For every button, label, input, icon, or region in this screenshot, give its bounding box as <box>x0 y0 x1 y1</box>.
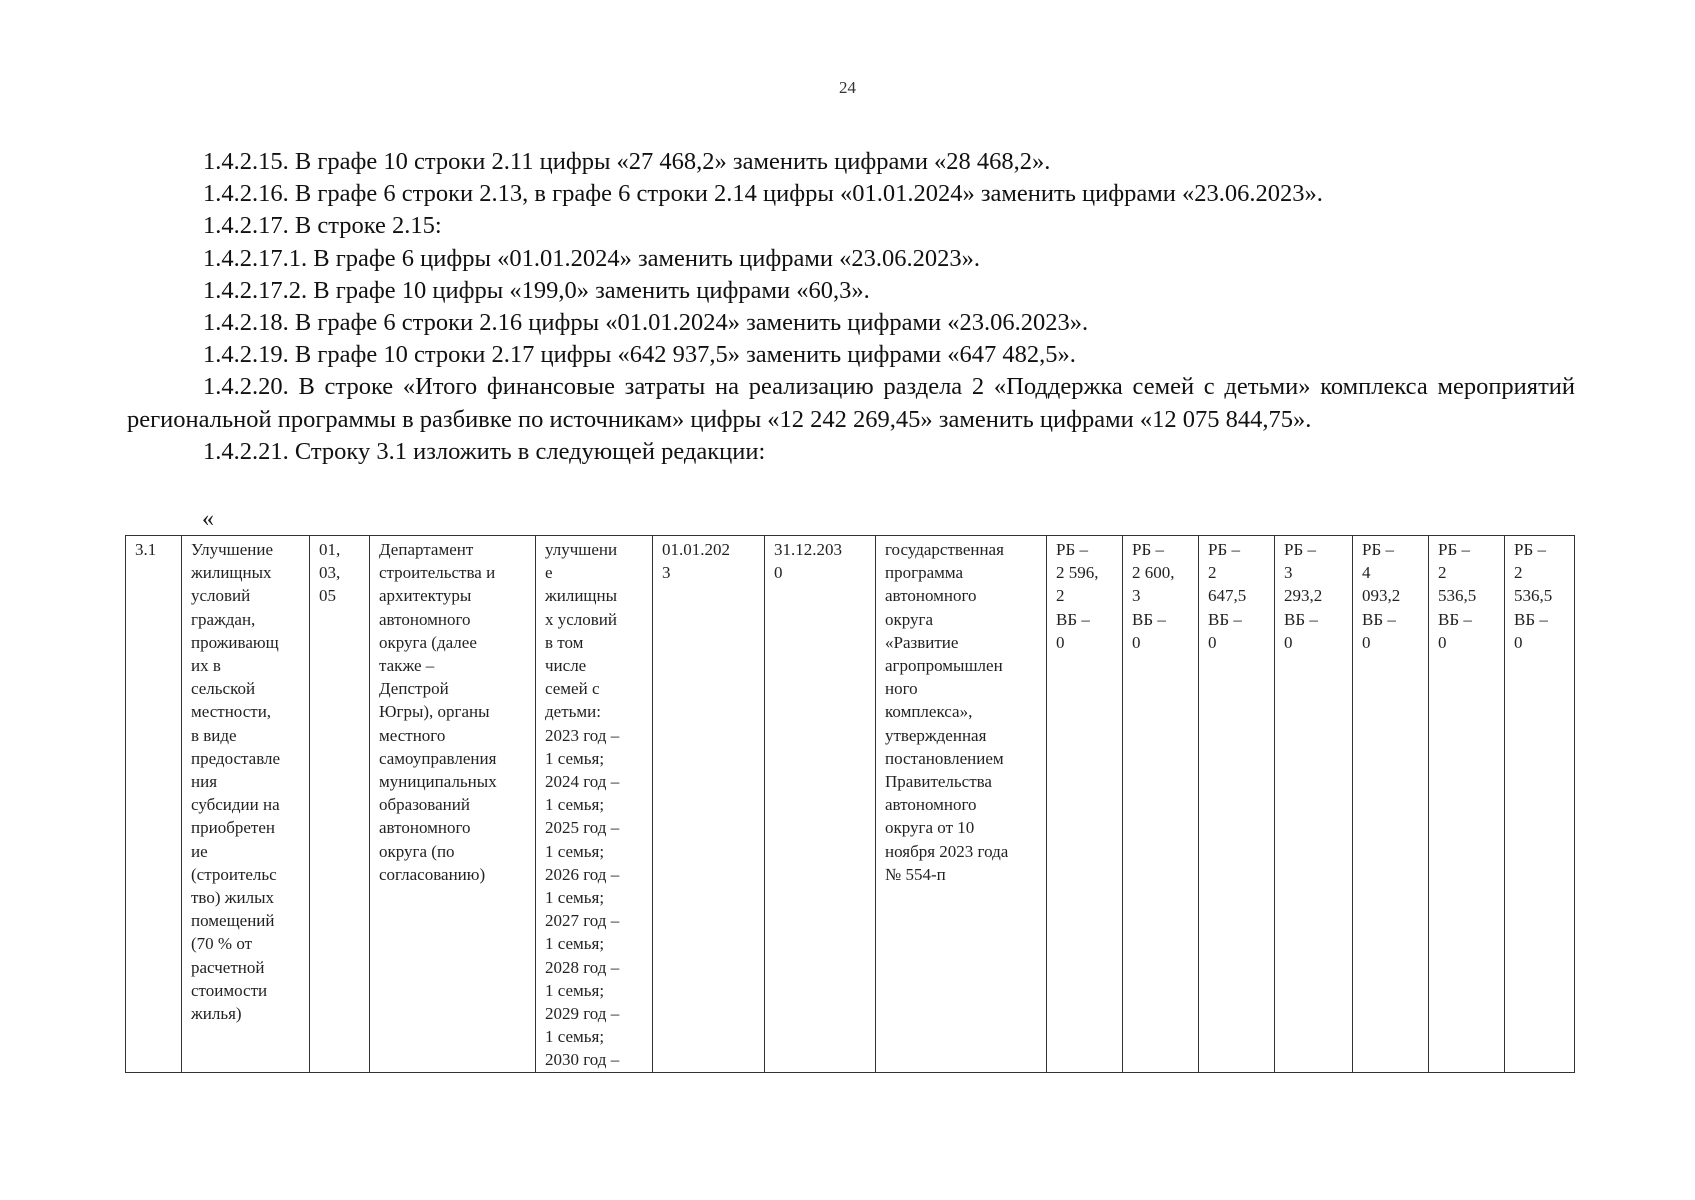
paragraph-1-4-2-17-2: 1.4.2.17.2. В графе 10 цифры «199,0» заменить цифрами «60,3». <box>203 276 870 304</box>
paragraph-1-4-2-17: 1.4.2.17. В строке 2.15: <box>203 212 442 240</box>
paragraph-1-4-2-21: 1.4.2.21. Строку 3.1 изложить в следующей редакции: <box>203 437 766 465</box>
funding-cell: РБ – 4 093,2 ВБ – 0 <box>1353 536 1429 1073</box>
row-number-cell: 3.1 <box>126 536 182 1073</box>
result-cell: улучшени е жилищны х условий в том числе семей с детьми: 2023 год – 1 семья; 2024 год – 1 семья; 2025 год – 1 семья; 2026 год – 1 семья; 2027 год – 1 семья; 2028 год – 1 семья; 2029 год – 1 семья; 2030 год – <box>536 536 653 1073</box>
paragraph-1-4-2-16: 1.4.2.16. В графе 6 строки 2.13, в графе 6 строки 2.14 цифры «01.01.2024» заменить цифрами «23.06.2023». <box>203 180 1323 208</box>
amendment-text <box>127 146 1575 468</box>
program-table <box>125 535 1575 1073</box>
measure-name-cell: Улучшение жилищных условий граждан, проживающ их в сельской местности, в виде предоставле ния субсидии на приобретен ие (строительс тво) жилых помещений (70 % от расчетной стоимости жилья) <box>182 536 310 1073</box>
funding-cell: РБ – 2 536,5 ВБ – 0 <box>1505 536 1575 1073</box>
executor-cell: Департамент строительства и архитектуры автономного округа (далее также – Депстрой Югры), органы местного самоуправления муниципальных образований автономного округа (по согласованию) <box>370 536 536 1073</box>
funding-cell: РБ – 2 596, 2 ВБ – 0 <box>1047 536 1123 1073</box>
end-date-cell: 31.12.203 0 <box>765 536 876 1073</box>
paragraph-1-4-2-19: 1.4.2.19. В графе 10 строки 2.17 цифры «642 937,5» заменить цифрами «647 482,5». <box>203 341 1076 369</box>
funding-cell: РБ – 2 647,5 ВБ – 0 <box>1199 536 1275 1073</box>
opening-quote: « <box>202 506 214 532</box>
table-row <box>126 536 1575 1073</box>
funding-cell: РБ – 2 536,5 ВБ – 0 <box>1429 536 1505 1073</box>
paragraph-1-4-2-20: 1.4.2.20. В строке «Итого финансовые затраты на реализацию раздела 2 «Поддержка семей с детьми» комплекса мероприятий региональной программы в разбивке по источникам» цифры «12 242 269,45» заменить цифрами «12 075 844,75». <box>127 373 1575 433</box>
funding-cell: РБ – 2 600, 3 ВБ – 0 <box>1123 536 1199 1073</box>
paragraph-1-4-2-18: 1.4.2.18. В графе 6 строки 2.16 цифры «01.01.2024» заменить цифрами «23.06.2023». <box>203 309 1089 337</box>
program-cell: государственная программа автономного округа «Развитие агропромышлен ного комплекса», утвержденная постановлением Правительства автономного округа от 10 ноября 2023 года № 554-п <box>876 536 1047 1073</box>
page-number: 24 <box>839 78 856 97</box>
paragraph-1-4-2-15: 1.4.2.15. В графе 10 строки 2.11 цифры «27 468,2» заменить цифрами «28 468,2». <box>203 148 1051 175</box>
codes-cell: 01, 03, 05 <box>310 536 370 1073</box>
funding-cell: РБ – 3 293,2 ВБ – 0 <box>1275 536 1353 1073</box>
start-date-cell: 01.01.202 3 <box>653 536 765 1073</box>
paragraph-1-4-2-17-1: 1.4.2.17.1. В графе 6 цифры «01.01.2024» заменить цифрами «23.06.2023». <box>203 244 980 272</box>
